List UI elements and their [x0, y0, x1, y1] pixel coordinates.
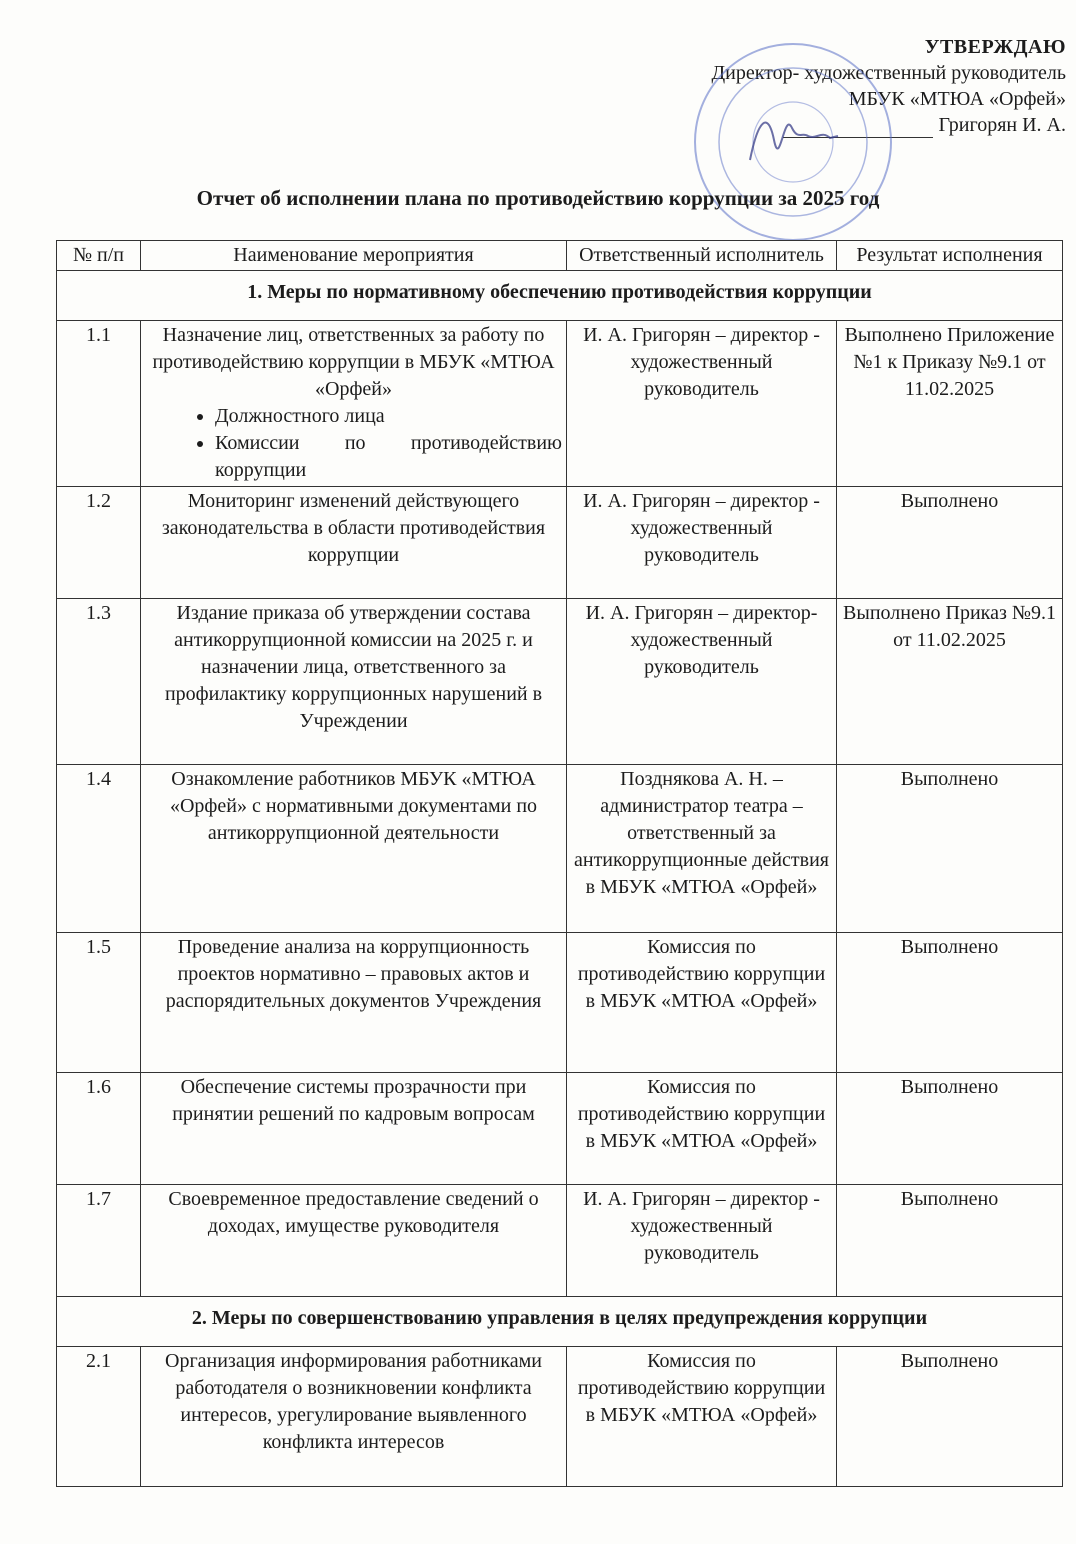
table-header-row [57, 241, 1063, 271]
row-number: 1.1 [57, 321, 141, 487]
row-activity: Ознакомление работников МБУК «МТЮА «Орфей» с нормативными документами по антикоррупционной деятельности [141, 765, 567, 933]
row-responsible: И. А. Григорян – директор- художественный руководитель [567, 599, 837, 765]
row-responsible: И. А. Григорян – директор - художественный руководитель [567, 1185, 837, 1297]
row-responsible: И. А. Григорян – директор - художественный руководитель [567, 487, 837, 599]
table-row [57, 599, 1063, 765]
row-activity [141, 321, 567, 487]
approval-name: Григорян И. А. [938, 114, 1066, 136]
row-result: Выполнено Приказ №9.1 от 11.02.2025 [837, 599, 1063, 765]
approval-block [711, 34, 1066, 138]
row-responsible: Комиссия по противодействию коррупции в МБУК «МТЮА «Орфей» [567, 933, 837, 1073]
row-number: 1.2 [57, 487, 141, 599]
section-title-1: 1. Меры по нормативному обеспечению противодействия коррупции [57, 271, 1063, 321]
row-activity: Мониторинг изменений действующего законодательства в области противодействия коррупции [141, 487, 567, 599]
report-table [56, 240, 1063, 1487]
approval-organization: МБУК «МТЮА «Орфей» [848, 88, 1066, 110]
row-activity: Обеспечение системы прозрачности при принятии решений по кадровым вопросам [141, 1073, 567, 1185]
header-result: Результат исполнения [837, 241, 1063, 271]
bullet-list [145, 403, 562, 484]
row-number: 2.1 [57, 1347, 141, 1487]
row-activity: Организация информирования работниками работодателя о возникновении конфликта интересов, урегулирование выявленного конфликта интересов [141, 1347, 567, 1487]
table-row [57, 765, 1063, 933]
list-item: • Комиссии по противодействию коррупции [215, 430, 562, 484]
table-row [57, 1185, 1063, 1297]
row-activity: Своевременное предоставление сведений о доходах, имуществе руководителя [141, 1185, 567, 1297]
section-title-2: 2. Меры по совершенствованию управления в целях предупреждения коррупции [57, 1297, 1063, 1347]
row-number: 1.7 [57, 1185, 141, 1297]
table-row [57, 487, 1063, 599]
row-activity-text: Назначение лиц, ответственных за работу по противодействию коррупции в МБУК «МТЮА «Орфей» [152, 324, 555, 400]
approval-title: УТВЕРЖДАЮ [924, 36, 1066, 58]
table-row [57, 1347, 1063, 1487]
row-result: Выполнено [837, 933, 1063, 1073]
approval-position: Директор- художественный руководитель [711, 62, 1066, 84]
row-result: Выполнено [837, 765, 1063, 933]
row-result: Выполнено [837, 1073, 1063, 1185]
row-number: 1.4 [57, 765, 141, 933]
row-activity: Издание приказа об утверждении состава антикоррупционной комиссии на 2025 г. и назначении лица, ответственного за профилактику коррупционных нарушений в Учреждении [141, 599, 567, 765]
table-row [57, 933, 1063, 1073]
row-responsible: Комиссия по противодействию коррупции в МБУК «МТЮА «Орфей» [567, 1073, 837, 1185]
table-row [57, 321, 1063, 487]
table-row [57, 1073, 1063, 1185]
header-name: Наименование мероприятия [141, 241, 567, 271]
section-row [57, 271, 1063, 321]
row-result: Выполнено Приложение №1 к Приказу №9.1 от 11.02.2025 [837, 321, 1063, 487]
row-result: Выполнено [837, 487, 1063, 599]
approval-signature-row [711, 112, 1066, 138]
list-item: • Должностного лица [215, 403, 562, 430]
row-result: Выполнено [837, 1185, 1063, 1297]
row-number: 1.6 [57, 1073, 141, 1185]
row-number: 1.3 [57, 599, 141, 765]
page-title: Отчет об исполнении плана по противодействию коррупции за 2025 год [196, 186, 880, 210]
signature-line [783, 119, 933, 138]
row-activity: Проведение анализа на коррупционность проектов нормативно – правовых актов и распорядительных документов Учреждения [141, 933, 567, 1073]
row-result: Выполнено [837, 1347, 1063, 1487]
header-responsible: Ответственный исполнитель [567, 241, 837, 271]
row-number: 1.5 [57, 933, 141, 1073]
row-responsible: И. А. Григорян – директор - художественный руководитель [567, 321, 837, 487]
row-responsible: Комиссия по противодействию коррупции в МБУК «МТЮА «Орфей» [567, 1347, 837, 1487]
header-num: № п/п [57, 241, 141, 271]
section-row [57, 1297, 1063, 1347]
row-responsible: Позднякова А. Н. – администратор театра – ответственный за антикоррупционные действия в МБУК «МТЮА «Орфей» [567, 765, 837, 933]
